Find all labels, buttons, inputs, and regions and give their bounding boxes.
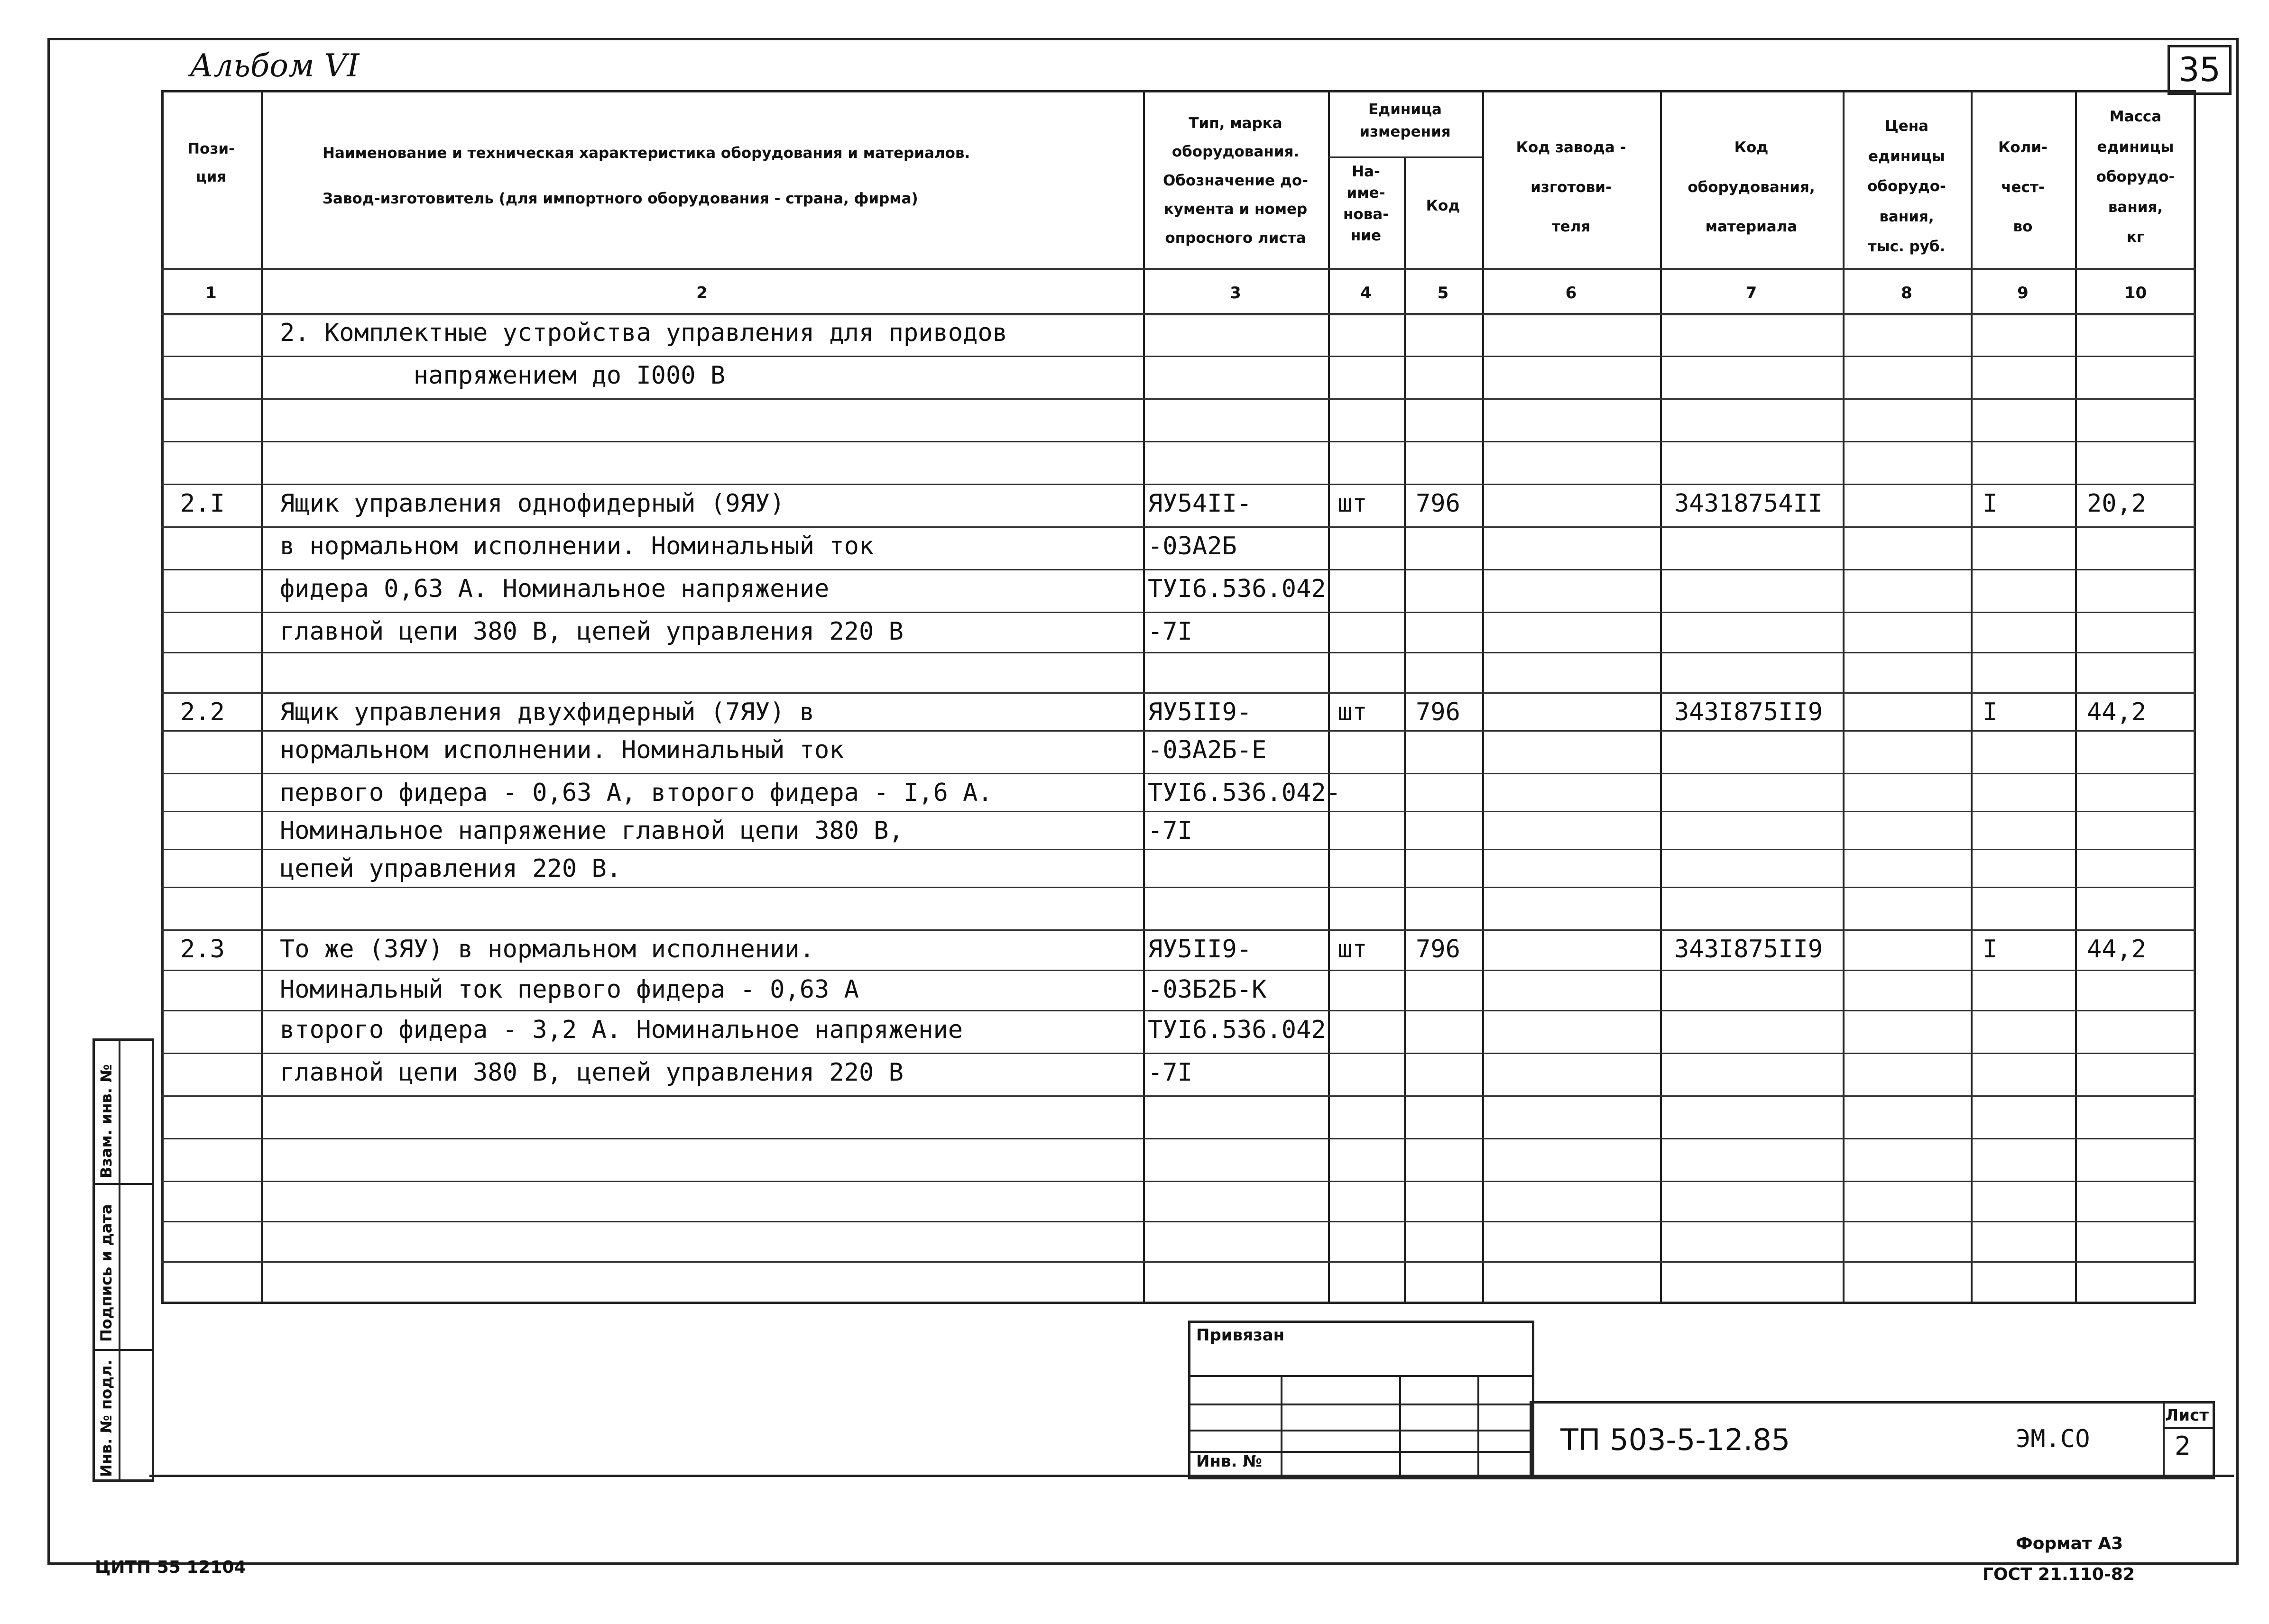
table-cell-name: главной цепи 380 В, цепей управления 220 В xyxy=(280,1058,904,1087)
col-divider xyxy=(2075,90,2077,1304)
table-cell-name: Номинальный ток первого фидера - 0,63 А xyxy=(280,975,859,1004)
table-cell-name: Ящик управления двухфидерный (7ЯУ) в xyxy=(280,698,815,726)
table-cell-unit: шт xyxy=(1337,489,1367,518)
side-stamp xyxy=(92,1038,154,1482)
header-bottom-line xyxy=(161,268,2196,270)
table-cell-name: цепей управления 220 В. xyxy=(280,854,622,883)
row-line xyxy=(161,398,2196,400)
table-cell-name: фидера 0,63 А. Номинальное напряжение xyxy=(280,575,830,603)
row-line xyxy=(161,612,2196,613)
col-number: 4 xyxy=(1360,284,1372,303)
table-cell-mass: 20,2 xyxy=(2087,489,2147,518)
table-cell-name: То же (3ЯУ) в нормальном исполнении. xyxy=(280,935,815,963)
col-number: 2 xyxy=(696,284,708,303)
bound-stamp xyxy=(1188,1321,1534,1479)
row-line xyxy=(161,1181,2196,1182)
header-price: Цена единицы оборудо- вания, тыс. руб. xyxy=(1867,118,1946,256)
footer-format: Формат А3 xyxy=(2016,1534,2123,1553)
album-label: Альбом VI xyxy=(190,47,360,84)
row-line xyxy=(161,887,2196,888)
table-cell-unit: шт xyxy=(1337,935,1367,963)
table-cell-type: -03Б2Б-К xyxy=(1148,975,1267,1004)
table-cell-pos: 2.I xyxy=(180,489,225,518)
side-divider xyxy=(119,1041,120,1479)
corner-sheet-number: 35 xyxy=(2168,45,2232,95)
table-cell-name: напряжением до I000 В xyxy=(280,361,726,390)
table-cell-mass: 44,2 xyxy=(2087,935,2147,963)
header-equipment-code: Код оборудования, материала xyxy=(1688,139,1815,236)
row-line xyxy=(161,929,2196,931)
footer-code: ЦИТП 55 12104 xyxy=(95,1558,246,1577)
header-factory-code: Код завода - изготови- теля xyxy=(1516,139,1626,236)
equipment-table xyxy=(161,90,2196,1304)
table-border xyxy=(161,90,2196,1304)
table-cell-qty: I xyxy=(1983,489,1998,518)
table-cell-type: -7I xyxy=(1148,617,1192,646)
table-cell-type: -03А2Б xyxy=(1148,532,1237,560)
side-inv-original: Инв. № подл. xyxy=(97,1359,115,1477)
table-cell-type: -03А2Б-Е xyxy=(1148,736,1267,764)
row-line xyxy=(161,526,2196,528)
table-cell-eq: 34318754II xyxy=(1674,489,1823,518)
footer-gost: ГОСТ 21.110-82 xyxy=(1983,1565,2135,1584)
col-number: 1 xyxy=(205,284,217,303)
header-unit: Единица измерения xyxy=(1359,101,1451,140)
header-quantity: Коли- чест- во xyxy=(1998,139,2048,236)
sheet-value: 2 xyxy=(2175,1431,2191,1461)
table-cell-pos: 2.3 xyxy=(180,935,225,963)
table-cell-unit: шт xyxy=(1337,698,1367,726)
row-line xyxy=(161,692,2196,694)
col-divider xyxy=(1971,90,1973,1304)
row-line xyxy=(161,1138,2196,1139)
header-mass: Масса единицы оборудо- вания, кг xyxy=(2096,108,2175,246)
row-line xyxy=(161,484,2196,485)
col-number: 7 xyxy=(1745,284,1757,303)
row-line xyxy=(161,773,2196,774)
col-divider xyxy=(1843,90,1845,1304)
row-line xyxy=(161,849,2196,850)
table-cell-name: 2. Комплектные устройства управления для приводов xyxy=(280,319,1008,347)
row-line xyxy=(161,1053,2196,1054)
col-divider xyxy=(1660,90,1662,1304)
col-number: 6 xyxy=(1565,284,1577,303)
side-signature-date: Подпись и дата xyxy=(97,1204,115,1342)
col-divider xyxy=(1482,90,1484,1304)
row-line xyxy=(161,1221,2196,1222)
table-cell-qty: I xyxy=(1983,698,1998,726)
row-line xyxy=(161,970,2196,971)
table-cell-type: ТУI6.536.042 xyxy=(1148,1016,1326,1044)
header-position: Пози- ция xyxy=(187,140,235,185)
table-cell-code: 796 xyxy=(1416,698,1460,726)
table-cell-type: ТУI6.536.042 xyxy=(1148,575,1326,603)
row-line xyxy=(161,1095,2196,1097)
col-number: 9 xyxy=(2017,284,2029,303)
col-divider xyxy=(261,90,263,1304)
header-type: Тип, марка оборудования. Обозначение до- кумента и номер опросного листа xyxy=(1162,115,1309,247)
document-code: ЭМ.СО xyxy=(2016,1425,2090,1453)
row-line xyxy=(161,569,2196,570)
col-divider xyxy=(1328,90,1330,1304)
table-cell-name: нормальном исполнении. Номинальный ток xyxy=(280,736,844,764)
header-unit-code: Код xyxy=(1426,197,1460,214)
row-line xyxy=(161,356,2196,357)
table-cell-code: 796 xyxy=(1416,489,1460,518)
table-cell-name: второго фидера - 3,2 А. Номинальное напряжение xyxy=(280,1016,963,1044)
header-name: Наименование и техническая характеристика оборудования и материалов. Завод-изготовитель (для импортного оборудования - страна, фирма) xyxy=(323,145,970,208)
col-number: 8 xyxy=(1901,284,1912,303)
numbering-line xyxy=(161,313,2196,315)
table-cell-type: -7I xyxy=(1148,1058,1192,1087)
row-line xyxy=(161,652,2196,653)
row-line xyxy=(161,730,2196,732)
table-cell-type: ЯУ5II9- xyxy=(1148,935,1252,963)
table-cell-name: первого фидера - 0,63 А, второго фидера - I,6 А. xyxy=(280,779,993,807)
table-cell-type: ТУI6.536.042- xyxy=(1148,779,1341,807)
bound-label: Привязан xyxy=(1196,1326,1285,1345)
col-number: 3 xyxy=(1230,284,1241,303)
table-cell-qty: I xyxy=(1983,935,1998,963)
row-line xyxy=(161,811,2196,812)
col-divider xyxy=(1143,90,1145,1304)
title-block xyxy=(1530,1401,2215,1479)
table-cell-pos: 2.2 xyxy=(180,698,225,726)
table-cell-name: Номинальное напряжение главной цепи 380 В, xyxy=(280,817,904,845)
table-cell-eq: 343I875II9 xyxy=(1674,698,1823,726)
inv-label: Инв. № xyxy=(1196,1452,1263,1471)
row-line xyxy=(161,441,2196,442)
table-cell-name: Ящик управления однофидерный (9ЯУ) xyxy=(280,489,785,518)
header-unit-name: На- име- нова- ние xyxy=(1343,163,1389,244)
row-line xyxy=(161,1010,2196,1011)
table-cell-mass: 44,2 xyxy=(2087,698,2147,726)
sheet-label: Лист xyxy=(2165,1406,2209,1425)
table-cell-type: ЯУ54II- xyxy=(1148,489,1252,518)
table-cell-eq: 343I875II9 xyxy=(1674,935,1823,963)
table-cell-code: 796 xyxy=(1416,935,1460,963)
side-replace-inv: Взам. инв. № xyxy=(97,1064,115,1178)
table-cell-name: главной цепи 380 В, цепей управления 220 В xyxy=(280,617,904,646)
table-cell-type: -7I xyxy=(1148,817,1192,845)
project-code: ТП 503-5-12.85 xyxy=(1560,1422,1790,1457)
table-cell-type: ЯУ5II9- xyxy=(1148,698,1252,726)
unit-subdivider xyxy=(1328,156,1482,158)
col-number: 10 xyxy=(2124,284,2147,303)
col-number: 5 xyxy=(1437,284,1449,303)
row-line xyxy=(161,1261,2196,1263)
table-cell-name: в нормальном исполнении. Номинальный ток xyxy=(280,532,874,560)
